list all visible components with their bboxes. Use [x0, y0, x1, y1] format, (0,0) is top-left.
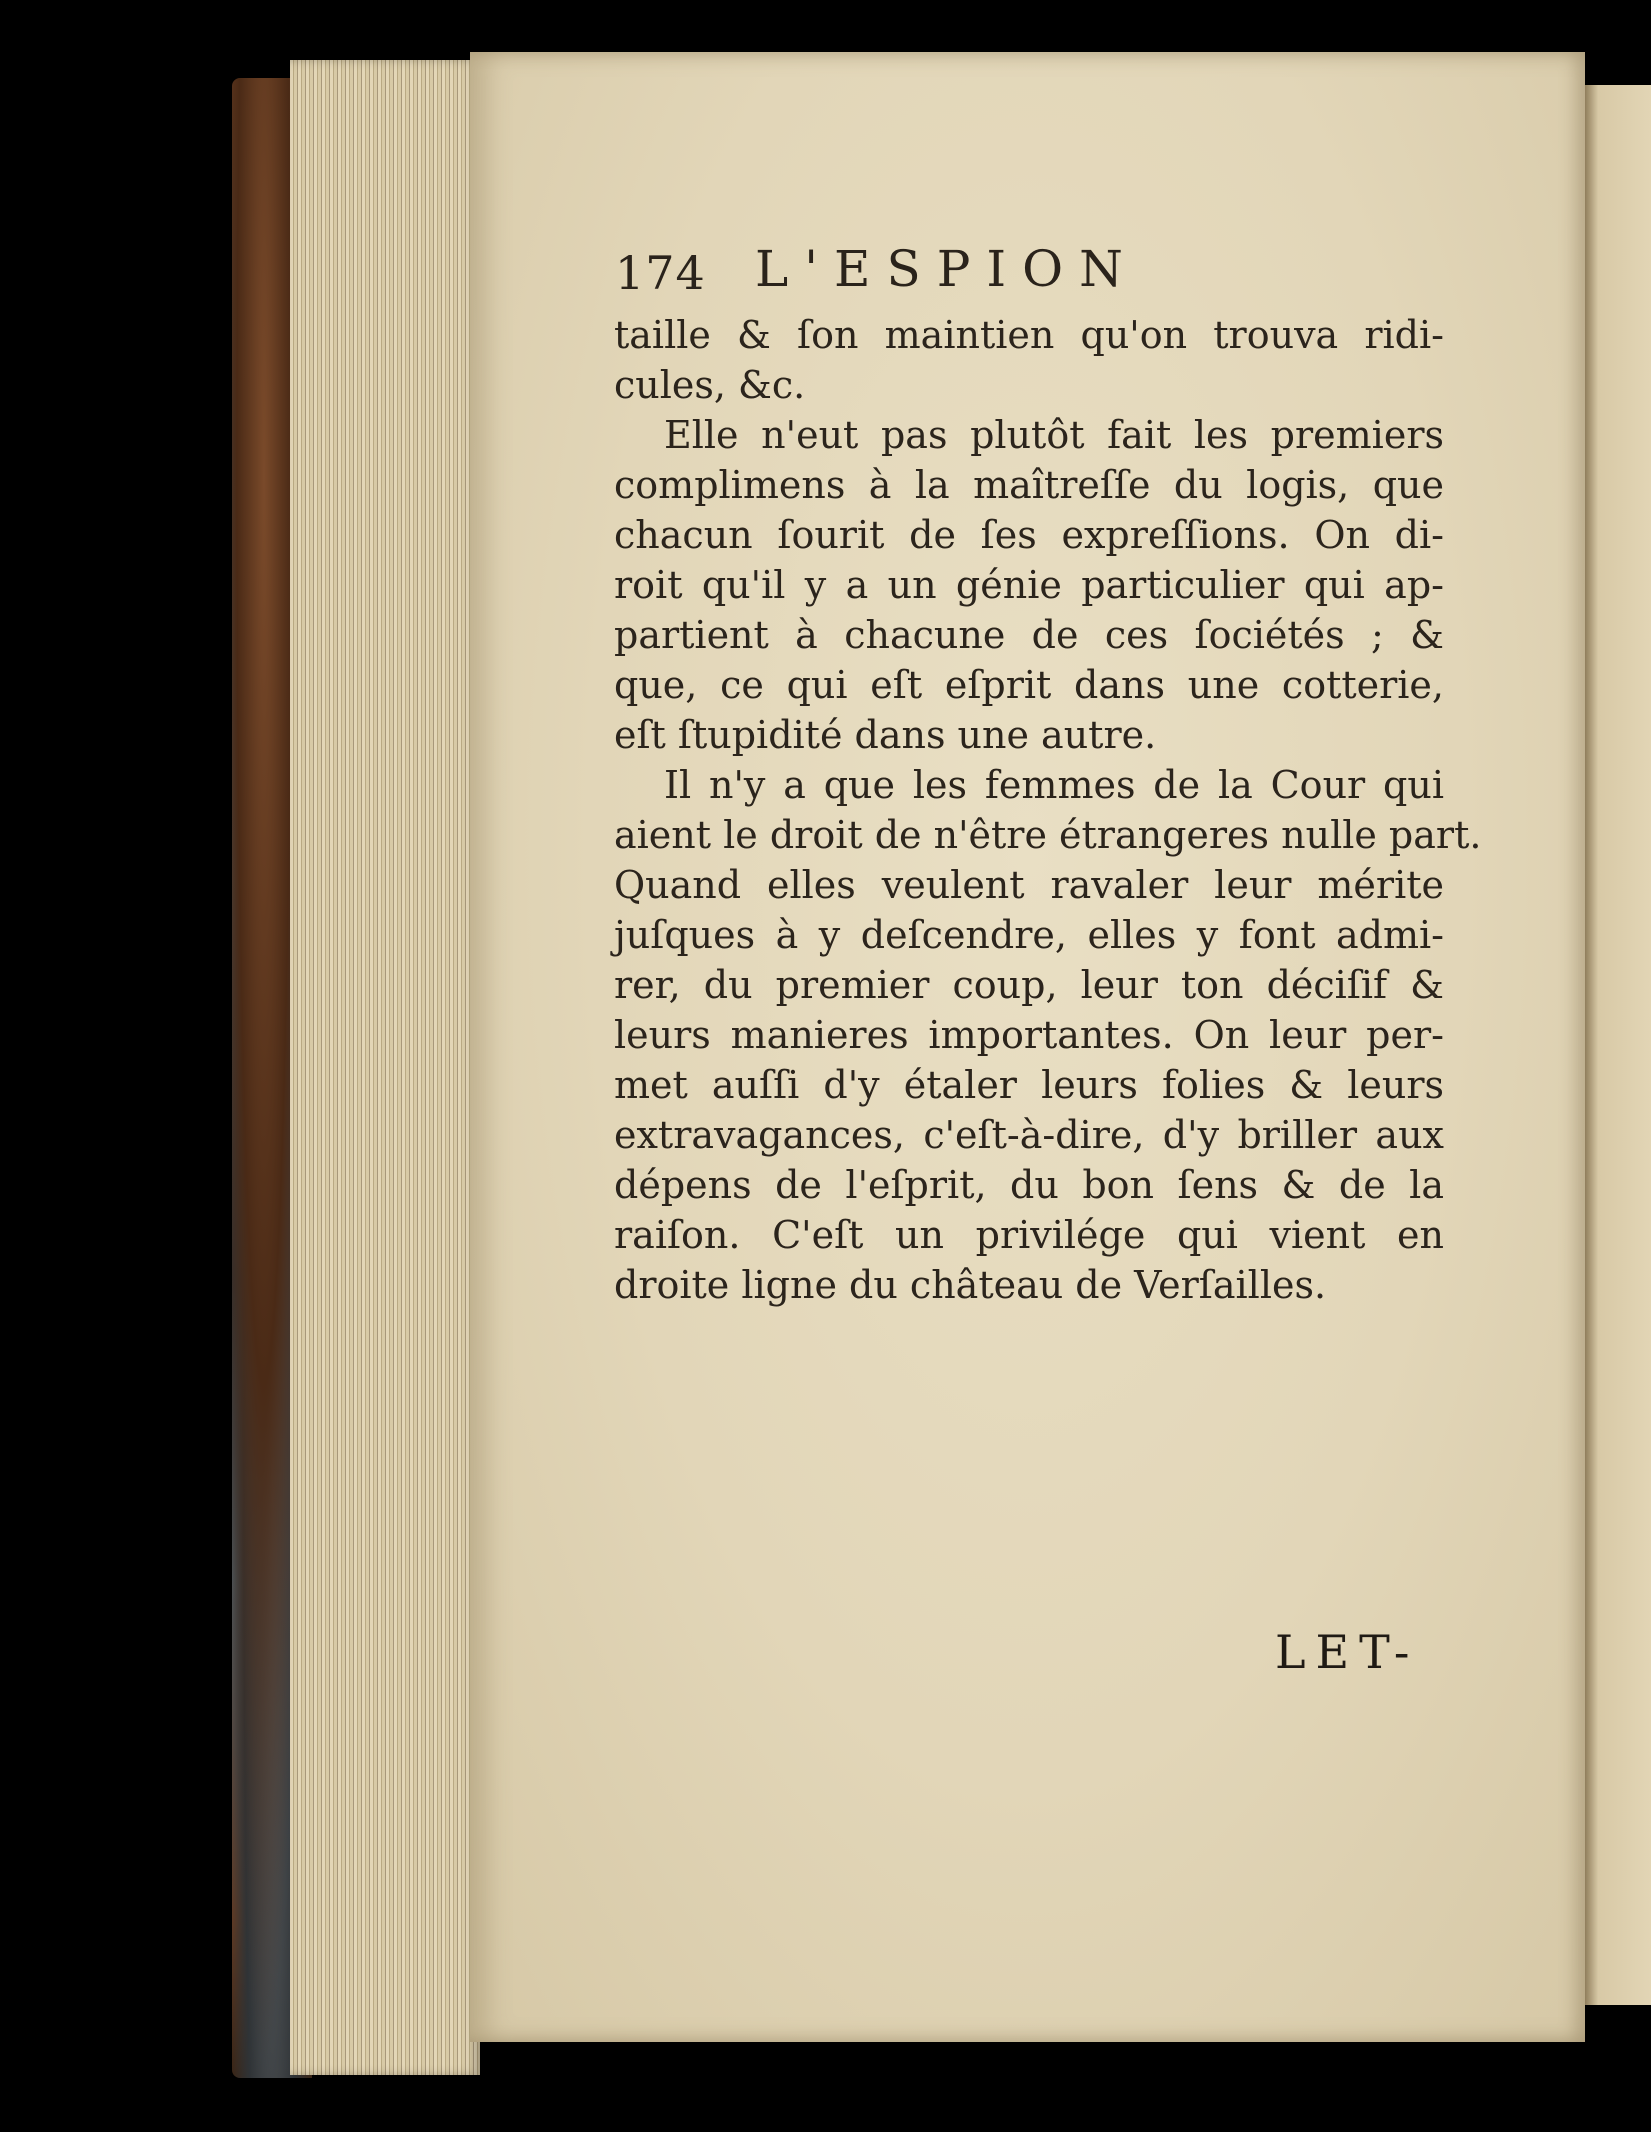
text-line: leurs manieres importantes. On leur per- [614, 1013, 1444, 1057]
text-line: extravagances, c'eſt-à-dire, d'y briller aux [614, 1113, 1444, 1157]
text-line: raiſon. C'eſt un privilége qui vient en [614, 1213, 1444, 1257]
text-line: taille & ſon maintien qu'on trouva ridi- [614, 313, 1444, 357]
text-line: Quand elles veulent ravaler leur mérite [614, 863, 1444, 907]
right-page-edge [1585, 85, 1651, 2005]
running-title: L'ESPION [755, 240, 1139, 298]
text-line: met auſſi d'y étaler leurs folies & leurs [614, 1063, 1444, 1107]
text-line: roit qu'il y a un génie particulier qui ap- [614, 563, 1444, 607]
text-line: droite ligne du château de Verſailles. [614, 1263, 1327, 1307]
text-line: eſt ſtupidité dans une autre. [614, 713, 1157, 757]
text-line: partient à chacune de ces ſociétés ; & [614, 613, 1444, 657]
text-line: aient le droit de n'être étrangeres nulle part. [614, 813, 1482, 857]
page-edges-stack [290, 60, 480, 2075]
text-line: que, ce qui eſt eſprit dans une cotterie, [614, 663, 1444, 707]
page-number: 174 [615, 246, 706, 300]
catchword: LET- [1275, 1625, 1420, 1679]
text-line: cules, &c. [614, 363, 806, 407]
text-line: rer, du premier coup, leur ton déciſif & [614, 963, 1444, 1007]
text-line: juſques à y deſcendre, elles y font admi- [614, 913, 1444, 957]
page-header [615, 240, 1315, 310]
text-line: Elle n'eut pas plutôt fait les premiers [664, 413, 1444, 457]
body-text [614, 310, 1482, 1310]
text-line: dépens de l'eſprit, du bon ſens & de la [614, 1163, 1444, 1207]
text-line: complimens à la maîtreſſe du logis, que [614, 463, 1444, 507]
text-line: chacun ſourit de ſes expreſſions. On di- [614, 513, 1444, 557]
text-line: Il n'y a que les femmes de la Cour qui [664, 763, 1444, 807]
